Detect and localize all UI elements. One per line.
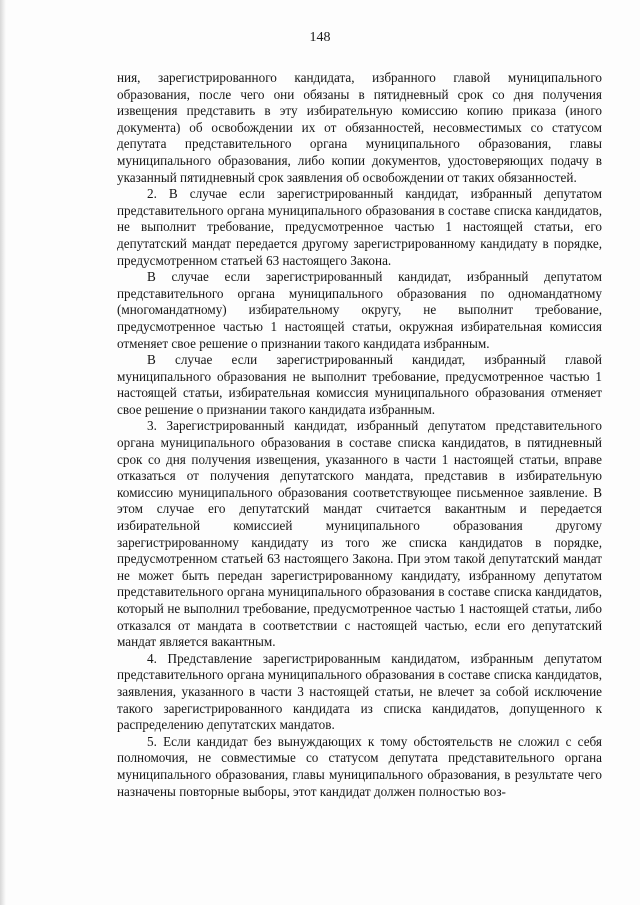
paragraph-part-5: 5. Если кандидат без вынуждающих к тому обстоятельств не сложил с себя полномочия, не совместимые со статусом депутата представительного органа муниципального образования, главы муниципального образования, в результате чего назначены повторные выборы, этот кандидат должен полностью воз-	[117, 733, 602, 799]
paragraph-part-3: 3. Зарегистрированный кандидат, избранный депутатом представительного органа муниципального образования в составе списка кандидатов, в пятидневный срок со дня получения извещения, указанного в части 1 настоящей статьи, вправе отказаться от получения депутатского мандата, представив в избирательную комиссию муниципального образования соответствующее письменное заявление. В этом случае его депутатский мандат считается вакантным и передается избирательной комиссией муниципального образования другому зарегистрированному кандидату из того же списка кандидатов в порядке, предусмотренном статьей 63 настоящего Закона. При этом такой депутатский мандат не может быть передан зарегистрированному кандидату, избранному депутатом представительного органа муниципального образования в составе списка кандидатов, который не выполнил требование, предусмотренное частью 1 настоящей статьи, либо отказался от мандата в соответствии с настоящей частью, если его депутатский мандат является вакантным.	[117, 418, 602, 650]
paragraph-part-2-head: В случае если зарегистрированный кандидат, избранный главой муниципального образования не выполнит требование, предусмотренное частью 1 настоящей статьи, избирательная комиссия муниципального образования отменяет свое решение о признании такого кандидата избранным.	[117, 352, 602, 417]
page-edge-shadow	[0, 0, 6, 905]
paragraph-part-2-single-mandate: В случае если зарегистрированный кандидат, избранный депутатом представительного органа муниципального образования по одномандатному (многомандатному) избирательному округу, не выполнит требование, предусмотренное частью 1 настоящей статьи, окружная избирательная комиссия отменяет свое решение о признании такого кандидата избранным.	[117, 269, 602, 351]
paragraph-part-2: 2. В случае если зарегистрированный кандидат, избранный депутатом представительного органа муниципального образования в составе списка кандидатов, не выполнит требование, предусмотренное частью 1 настоящей статьи, его депутатский мандат передается другому зарегистрированному кандидату в порядке, предусмотренном статьей 63 настоящего Закона.	[117, 186, 602, 268]
paragraph-part-4: 4. Представление зарегистрированным кандидатом, избранным депутатом представительного органа муниципального образования в составе списка кандидатов, заявления, указанного в части 3 настоящей статьи, не влечет за собой исключение такого зарегистрированного кандидата из списка кандидатов, допущенного к распределению депутатских мандатов.	[117, 650, 602, 733]
paragraph-continuation: ния, зарегистрированного кандидата, избранного главой муниципального образования, после чего они обязаны в пятидневный срок со дня получения извещения представить в эту избирательную комиссию копию приказа (иного документа) об освобождении их от обязанностей, несовместимых со статусом депутата представительного органа муниципального образования, главы муниципального образования, либо копии документов, удостоверяющих подачу в указанный пятидневный срок заявления об освобождении от таких обязанностей.	[117, 70, 602, 185]
page-number: 148	[309, 30, 331, 45]
document-body	[117, 70, 602, 800]
